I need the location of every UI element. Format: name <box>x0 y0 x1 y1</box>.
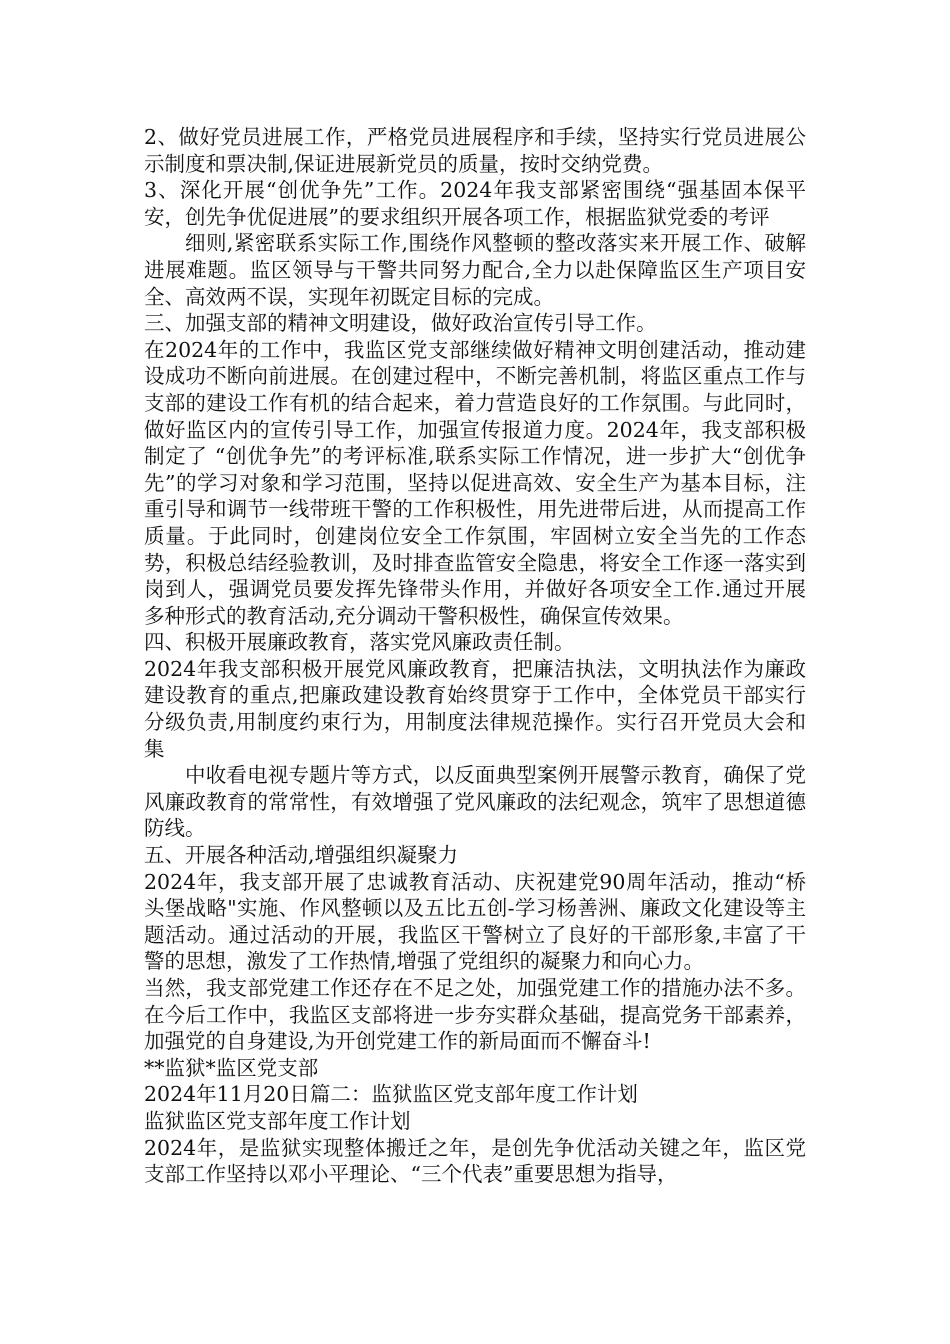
section-heading-4: 四、积极开展廉政教育，落实党风廉政责任制。 <box>144 630 575 655</box>
paragraph-10: 2024年，我支部开展了忠诚教育活动、庆祝建党90周年活动，推动“桥头堡战略"实施、作风整顿以及五比五创-学习杨善洲、廉政文化建设等主题活动。通过活动的开展，我监区干警树立了良好的干部形象,丰富了干警的思想，激发了工作热情,增强了党组织的凝聚力和向心力。 <box>144 869 806 974</box>
section-heading-5: 五、开展各种活动,增强组织凝聚力 <box>144 843 459 868</box>
paragraph-2: 3、深化开展“创优争先”工作。2024年我支部紧密围绕“强基固本保平安，创先争优促进展”的要求组织开展各项工作，根据监狱党委的考评 <box>144 178 806 229</box>
paragraph-15: 2024年，是监狱实现整体搬迁之年，是创先争优活动关键之年，监区党支部工作坚持以邓小平理论、“三个代表”重要思想为指导， <box>144 1135 806 1187</box>
document-body <box>144 124 806 1188</box>
paragraph-11: 当然，我支部党建工作还存在不足之处，加强党建工作的措施办法不多。在今后工作中，我监区支部将进一步夯实群众基础，提高党务干部素养，加强党的自身建设,为开创党建工作的新局面而不懈奋斗! <box>144 976 806 1054</box>
document-subtitle: 监狱监区党支部年度工作计划 <box>144 1108 411 1133</box>
paragraph-3: 细则,紧密联系实际工作,围绕作风整顿的整改落实来开展工作、破解进展难题。监区领导与干警共同努力配合,全力以赴保障监区生产项目安全、高效两不误，实现年初既定目标的完成。 <box>144 231 806 309</box>
paragraph-1: 2、做好党员进展工作，严格党员进展程序和手续，坚持实行党员进展公示制度和票决制,保证进展新党员的质量，按时交纳党费。 <box>144 125 806 176</box>
paragraph-7: 2024年我支部积极开展党风廉政教育，把廉洁执法，文明执法作为廉政建设教育的重点,把廉政建设教育始终贯穿于工作中，全体党员干部实行分级负责,用制度约束行为，用制度法律规范操作。实行召开党员大会和集 <box>144 656 806 761</box>
paragraph-8: 中收看电视专题片等方式，以反面典型案例开展警示教育，确保了党风廉政教育的常常性，有效增强了党风廉政的法纪观念，筑牢了思想道德防线。 <box>144 763 806 841</box>
signature-org: **监狱*监区党支部 <box>144 1055 319 1080</box>
paragraph-5: 在2024年的工作中，我监区党支部继续做好精神文明创建活动，推动建设成功不断向前进展。在创建过程中，不断完善机制，将监区重点工作与支部的建设工作有机的结合起来，着力营造良好的工作氛围。与此同时，做好监区内的宣传引导工作，加强宣传报道力度。2024年，我支部积极制定了 “创优争先”的考评标准,联系实际工作情况，进一步扩大“创优争先”的学习对象和学习范围，坚持以促进高效、安全生产为基本目标，注重引导和调节一线带班干警的工作积极性，用先进带后进，从而提高工作质量。于此同时，创建岗位安全工作氛围，牢固树立安全当先的工作态势，积极总结经验教训，及时排查监管安全隐患，将安全工作逐一落实到岗到人，强调党员要发挥先锋带头作用，并做好各项安全工作.通过开展多种形式的教育活动,充分调动干警积极性，确保宣传效果。 <box>144 337 806 628</box>
signature-date: 2024年11月20日篇二：监狱监区党支部年度工作计划 <box>144 1082 638 1107</box>
section-heading-3: 三、加强支部的精神文明建设，做好政治宣传引导工作。 <box>144 311 657 336</box>
